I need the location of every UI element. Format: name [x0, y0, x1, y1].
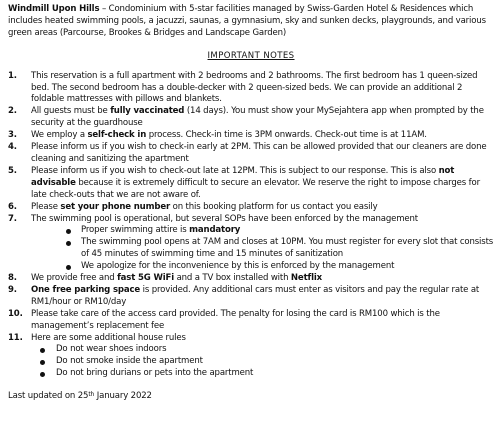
- list-item: [66, 261, 494, 273]
- bullet-icon: [66, 241, 71, 246]
- note-number: 1.: [8, 70, 17, 81]
- note-text: Please inform us if you wish to check-in early at 2PM. This can be allowed provided that our cleaners are done cleaning and sanitizing the apartment: [31, 142, 487, 164]
- important-notes-title: IMPORTANT NOTES: [207, 50, 295, 61]
- note-emphasis: fully vaccinated: [110, 106, 185, 117]
- bullet-icon: [66, 265, 71, 270]
- note-6: [8, 202, 494, 214]
- note-9: [8, 285, 494, 309]
- note-text: because it is extremely difficult to secure an elevator. We reserve the right to impose charges for late check-outs that we are not aware of.: [31, 177, 480, 200]
- list-item: [40, 344, 494, 356]
- note-5: [8, 166, 494, 202]
- bullet-text: Do not smoke inside the apartment: [56, 356, 203, 367]
- note-emphasis: not advisable: [31, 165, 455, 188]
- notes-list: [8, 71, 494, 381]
- updated-ordinal: th: [88, 391, 95, 399]
- bullet-text: Proper swimming attire is: [81, 225, 190, 236]
- note-number: 11.: [8, 332, 23, 343]
- note-number: 9.: [8, 284, 17, 295]
- updated-text: Last updated on 25: [8, 391, 89, 402]
- bullet-text: Do not bring durians or pets into the apartment: [56, 368, 254, 379]
- note-1: [8, 71, 494, 107]
- note-8: [8, 273, 494, 285]
- intro-text: – Condominium with 5-star facilities managed by Swiss-Garden Hotel & Residences which includes heated swimming pools, a jacuzzi, saunas, a gymnasium, sky and sunken decks, playgrounds, and various green areas (Parcourse, Brookes & Bridges and Landscape Garden): [8, 4, 486, 38]
- house-rules-list: [31, 344, 494, 380]
- note-number: 6.: [8, 201, 17, 212]
- note-emphasis: Netflix: [290, 273, 322, 284]
- note-emphasis: set your phone number: [60, 201, 171, 212]
- note-number: 7.: [8, 213, 17, 224]
- note-emphasis: self-check in: [87, 130, 147, 141]
- bullet-icon: [40, 348, 45, 353]
- note-number: 5.: [8, 165, 17, 176]
- note-10: [8, 309, 494, 333]
- note-text: Please: [31, 201, 61, 212]
- note-text: This reservation is a full apartment with 2 bedrooms and 2 bathrooms. The first bedroom has 1 queen-sized bed. The second bedroom has a double-decker with 2 queen-sized beds. We can provide an additional 2 foldable mattresses with pillows and blankets.: [31, 70, 478, 105]
- list-item: [40, 356, 494, 368]
- note-text: We employ a: [31, 130, 88, 141]
- bullet-text: We apologize for the inconvenience by this is enforced by the management: [81, 261, 395, 272]
- note-number: 4.: [8, 142, 17, 153]
- note-text: Please take care of the access card provided. The penalty for losing the card is RM100 which is the management’s replacement fee: [31, 308, 440, 331]
- note-text: Please inform us if you wish to check-out late at 12PM. This is subject to our response. This is also: [31, 165, 439, 176]
- note-emphasis: fast 5G WiFi: [117, 273, 175, 284]
- list-item: [66, 237, 494, 261]
- bullet-icon: [40, 360, 45, 365]
- note-text: is provided. Any additional cars must enter as visitors and pay the regular rate at RM1/hour or RM10/day: [31, 284, 480, 307]
- note-number: 8.: [8, 273, 17, 284]
- last-updated: [8, 391, 494, 403]
- note-4: [8, 142, 494, 166]
- list-item: [66, 225, 494, 237]
- note-text: We provide free and: [31, 273, 118, 284]
- note-text: The swimming pool is operational, but several SOPs have been enforced by the management: [31, 213, 418, 224]
- note-text: All guests must be: [31, 106, 111, 117]
- bullet-text: Do not wear shoes indoors: [56, 344, 167, 355]
- note-2: [8, 106, 494, 130]
- note-7: [8, 214, 494, 274]
- intro-paragraph: [8, 4, 494, 40]
- note-number: 3.: [8, 130, 17, 141]
- bullet-emphasis: mandatory: [189, 225, 241, 236]
- bullet-icon: [66, 229, 71, 234]
- note-number: 2.: [8, 106, 17, 117]
- note-text: process. Check-in time is 3PM onwards. Check-out time is at 11AM.: [146, 130, 427, 141]
- note-text: and a TV box installed with: [174, 273, 291, 284]
- note-text: Here are some additional house rules: [31, 332, 186, 343]
- bullet-icon: [40, 372, 45, 377]
- list-item: [40, 368, 494, 380]
- note-number: 10.: [8, 308, 23, 319]
- note-text: on this booking platform for us contact you easily: [170, 201, 378, 212]
- property-name: Windmill Upon Hills: [8, 4, 100, 14]
- pool-sop-list: [31, 225, 494, 273]
- updated-text: January 2022: [94, 391, 152, 402]
- note-emphasis: One free parking space: [31, 284, 141, 295]
- note-text: (14 days). You must show your MySejahtera app when prompted by the security at the guardhouse: [31, 106, 484, 129]
- note-3: [8, 130, 494, 142]
- bullet-text: The swimming pool opens at 7AM and closes at 10PM. You must register for every slot that consists of 45 minutes of swimming time and 15 minutes of sanitization: [81, 237, 494, 260]
- note-11: [8, 333, 494, 381]
